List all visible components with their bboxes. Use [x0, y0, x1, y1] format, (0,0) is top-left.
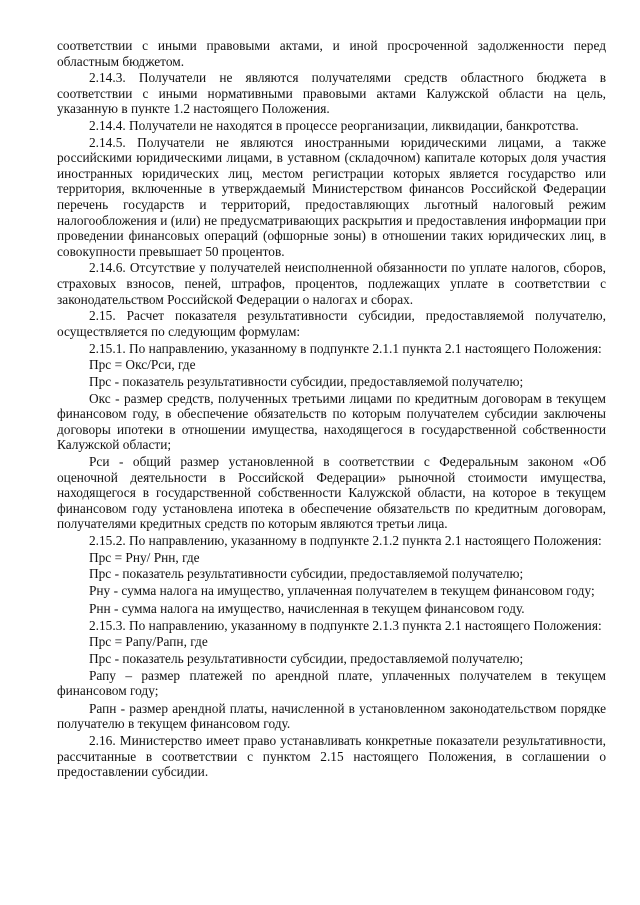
formula-2-definition-rnu: Рну - сумма налога на имущество, уплаченная получателем в текущем финансовом году;	[89, 583, 595, 599]
formula-1-definition-prs: Прс - показатель результативности субсидии, предоставляемой получателю;	[89, 373, 524, 389]
clause-2-15-3: 2.15.3. По направлению, указанному в подпункте 2.1.3 пункта 2.1 настоящего Положения:	[89, 617, 602, 633]
clause-2-15-1: 2.15.1. По направлению, указанному в подпункте 2.1.1 пункта 2.1 настоящего Положения:	[89, 340, 602, 356]
formula-2: Прс = Рну/ Рнн, где	[89, 549, 200, 565]
clause-2-14-6: 2.14.6. Отсутствие у получателей неисполненной обязанности по уплате налогов, сборов, страховых взносов, пеней, штрафов, процентов, подлежащих уплате в соответствии с законодательством Российской Федерации о налогах и сборах.	[57, 260, 606, 307]
formula-2-definition-prs: Прс - показатель результативности субсидии, предоставляемой получателю;	[89, 566, 524, 582]
document-text-body	[57, 38, 606, 781]
clause-2-14-4: 2.14.4. Получатели не находятся в процессе реорганизации, ликвидации, банкротства.	[89, 118, 579, 134]
formula-3: Прс = Рапу/Рапн, где	[89, 634, 208, 650]
clause-2-14-3: 2.14.3. Получатели не являются получателями средств областного бюджета в соответствии с иными нормативными правовыми актами Калужской области на цель, указанную в пункте 1.2 настоящего Положения.	[57, 70, 606, 117]
clause-2-15: 2.15. Расчет показателя результативности субсидии, предоставляемой получателю, осуществляется по следующим формулам:	[57, 308, 606, 339]
formula-1: Прс = Окс/Рси, где	[89, 357, 196, 373]
formula-2-definition-rnn: Рнн - сумма налога на имущество, начисленная в текущем финансовом году.	[89, 600, 525, 616]
formula-1-definition-oks: Окс - размер средств, полученных третьими лицами по кредитным договорам в текущем финансовом году, в обеспечение обязательств по которым получателем субсидии заключены договоры ипотеки в отношении имущества, находящегося в государственной собственности Калужской области;	[57, 390, 606, 453]
formula-3-definition-prs: Прс - показатель результативности субсидии, предоставляемой получателю;	[89, 650, 524, 666]
clause-2-14-5: 2.14.5. Получатели не являются иностранными юридическими лицами, а также российскими юридическими лицами, в уставном (складочном) капитале которых доля участия иностранных юридических лиц, местом регистрации которых является государство или территория, включенные в утверждаемый Министерством финансов Российской Федерации перечень государств и территорий, предоставляющих льготный налоговый режим налогообложения и (или) не предусматривающих раскрытия и предоставления информации при проведении финансовых операций (офшорные зоны) в отношении таких юридических лиц, в совокупности превышает 50 процентов.	[57, 134, 606, 259]
formula-3-definition-rapu: Рапу – размер платежей по арендной плате, уплаченных получателем в текущем финансовом году;	[57, 667, 606, 699]
formula-3-definition-rapn: Рапн - размер арендной платы, начисленной в установленном законодательством порядке получателю в текущем финансовом году.	[57, 700, 606, 732]
formula-1-definition-rsi: Рси - общий размер установленной в соответствии с Федеральным законом «Об оценочной деятельности в Российской Федерации» рыночной стоимости имущества, находящегося в государственной собственности Калужской области, на которое в текущем финансовом году установлена ипотека в обеспечение обязательств по кредитным договорам, получателями кредитных средств по которым являются третьи лица.	[57, 454, 606, 532]
clause-2-16: 2.16. Министерство имеет право устанавливать конкретные показатели результативности, рассчитанные в соответствии с пунктом 2.15 настоящего Положения, в соглашении о предоставлении субсидии.	[57, 733, 606, 780]
clause-2-15-2: 2.15.2. По направлению, указанному в подпункте 2.1.2 пункта 2.1 настоящего Положения:	[89, 533, 602, 549]
paragraph-continuation: соответствии с иными правовыми актами, и иной просроченной задолженности перед областным бюджетом.	[57, 38, 606, 69]
